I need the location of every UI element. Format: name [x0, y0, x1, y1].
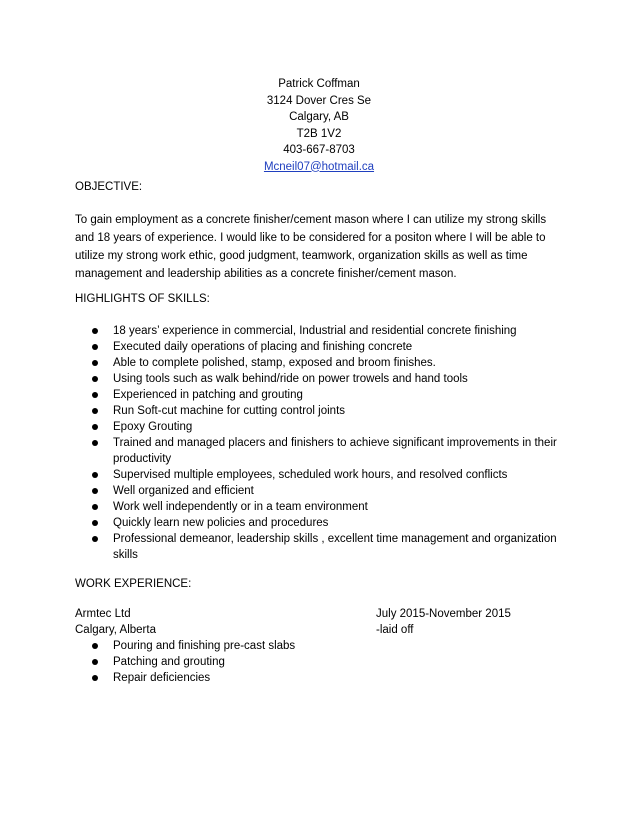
phone-number: 403-667-8703: [283, 144, 355, 156]
bullet-icon: [92, 520, 98, 526]
work-heading: WORK EXPERIENCE:: [75, 578, 192, 590]
list-item: Able to complete polished, stamp, exposed and broom finishes.: [90, 355, 570, 371]
bullet-icon: [92, 504, 98, 510]
skills-heading: HIGHLIGHTS OF SKILLS:: [75, 293, 210, 305]
list-item: 18 years’ experience in commercial, Industrial and residential concrete finishing: [90, 323, 570, 339]
list-item: Professional demeanor, leadership skills , excellent time management and organization skills: [90, 531, 570, 563]
job-duties-list: [90, 638, 570, 686]
list-item: Epoxy Grouting: [90, 419, 570, 435]
company-name: Armtec Ltd: [75, 608, 131, 620]
objective-line: management and leadership abilities as a concrete finisher/cement mason.: [75, 268, 457, 280]
objective-line: utilize my strong work ethic, good judgment, teamwork, organization skills as well as time: [75, 250, 528, 262]
bullet-icon: [92, 536, 98, 542]
bullet-icon: [92, 408, 98, 414]
bullet-icon: [92, 659, 98, 665]
objective-line: To gain employment as a concrete finisher/cement mason where I can utilize my strong skills: [75, 214, 547, 226]
bullet-icon: [92, 675, 98, 681]
bullet-icon: [92, 472, 98, 478]
list-item: Trained and managed placers and finishers to achieve significant improvements in their productivity: [90, 435, 570, 467]
job-note: -laid off: [376, 624, 414, 636]
postal-code: T2B 1V2: [296, 127, 342, 140]
bullet-icon: [92, 643, 98, 649]
bullet-icon: [92, 424, 98, 430]
bullet-icon: [92, 392, 98, 398]
list-item: Patching and grouting: [90, 654, 570, 670]
bullet-icon: [92, 376, 98, 382]
bullet-icon: [92, 344, 98, 350]
list-item: Executed daily operations of placing and finishing concrete: [90, 339, 570, 355]
list-item: Repair deficiencies: [90, 670, 570, 686]
list-item: Run Soft-cut machine for cutting control joints: [90, 403, 570, 419]
bullet-icon: [92, 360, 98, 366]
email-link[interactable]: Mcneil07@hotmail.ca: [263, 160, 375, 173]
skills-list: [90, 323, 570, 563]
bullet-icon: [92, 488, 98, 494]
bullet-icon: [92, 440, 98, 446]
contact-header: [0, 76, 638, 175]
list-item: Supervised multiple employees, scheduled work hours, and resolved conflicts: [90, 467, 570, 483]
objective-heading: OBJECTIVE:: [75, 181, 143, 193]
list-item: Work well independently or in a team environment: [90, 499, 570, 515]
list-item: Well organized and efficient: [90, 483, 570, 499]
list-item: Using tools such as walk behind/ride on power trowels and hand tools: [90, 371, 570, 387]
list-item: Experienced in patching and grouting: [90, 387, 570, 403]
job-location: Calgary, Alberta: [75, 624, 156, 636]
bullet-icon: [92, 328, 98, 334]
address-line-1: 3124 Dover Cres Se: [266, 94, 372, 107]
objective-paragraph: [75, 211, 565, 283]
candidate-name: Patrick Coffman: [278, 78, 360, 90]
objective-line: and 18 years of experience. I would like to be considered for a positon where I will be able to: [75, 232, 546, 244]
job-dates: July 2015-November 2015: [376, 608, 511, 620]
address-line-2: Calgary, AB: [289, 111, 349, 123]
list-item: Pouring and finishing pre-cast slabs: [90, 638, 570, 654]
list-item: Quickly learn new policies and procedures: [90, 515, 570, 531]
